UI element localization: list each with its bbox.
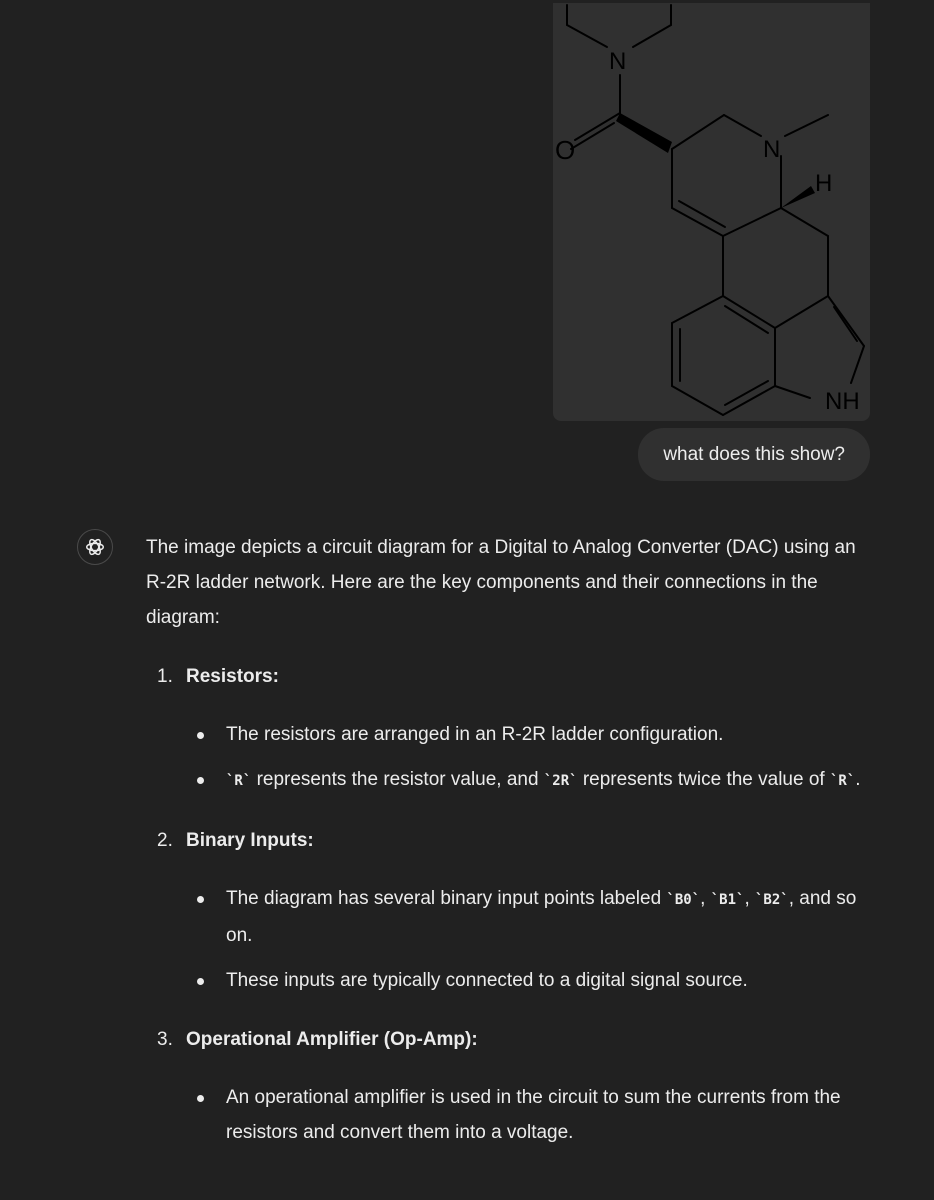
section-resistors xyxy=(146,659,866,799)
atom-label-n-top: N xyxy=(609,48,627,75)
bullet-dot xyxy=(197,777,204,784)
atom-label-o: O xyxy=(555,135,576,165)
user-message-text: what does this show? xyxy=(663,443,845,465)
list-item: An operational amplifier is used in the circuit to sum the currents from the resistors and convert them into a voltage. xyxy=(146,1080,866,1150)
bullet-dot xyxy=(197,732,204,739)
list-item: `R` represents the resistor value, and `2R` represents twice the value of `R`. xyxy=(146,762,866,799)
uploaded-molecule-image[interactable] xyxy=(553,3,870,421)
molecule-structure-drawing xyxy=(553,3,870,421)
bullet-dot xyxy=(197,978,204,985)
inline-code: `B2` xyxy=(755,892,789,908)
section-title: Binary Inputs: xyxy=(186,830,314,851)
inline-code: `B1` xyxy=(710,892,745,908)
openai-logo-icon xyxy=(84,536,106,558)
section-number: 1. xyxy=(157,666,173,687)
section-op-amp xyxy=(146,1022,866,1150)
list-item: These inputs are typically connected to a digital signal source. xyxy=(146,963,866,998)
atom-label-n-mid: N xyxy=(763,136,781,163)
user-message-bubble xyxy=(638,428,870,481)
assistant-avatar xyxy=(77,529,113,565)
list-item: The diagram has several binary input points labeled `B0`, `B1`, `B2`, and so on. xyxy=(146,881,866,953)
inline-code: `R` xyxy=(226,773,252,789)
bullet-dot xyxy=(197,896,204,903)
section-title: Operational Amplifier (Op-Amp): xyxy=(186,1029,478,1050)
assistant-message xyxy=(146,530,866,1150)
atom-label-h: H xyxy=(815,170,833,197)
answer-sections xyxy=(146,659,866,1150)
atom-label-nh: NH xyxy=(825,388,860,415)
inline-code: `R` xyxy=(829,773,856,789)
list-item: The resistors are arranged in an R-2R ladder configuration. xyxy=(146,717,866,752)
section-number: 2. xyxy=(157,830,173,851)
answer-intro: The image depicts a circuit diagram for a Digital to Analog Converter (DAC) using an R-2R ladder network. Here are the key components and their connections in the diagram: xyxy=(146,537,856,628)
inline-code: `2R` xyxy=(543,773,578,789)
section-binary-inputs xyxy=(146,823,866,998)
section-number: 3. xyxy=(157,1029,173,1050)
bullet-dot xyxy=(197,1095,204,1102)
inline-code: `B0` xyxy=(666,892,701,908)
section-title: Resistors: xyxy=(186,666,279,687)
